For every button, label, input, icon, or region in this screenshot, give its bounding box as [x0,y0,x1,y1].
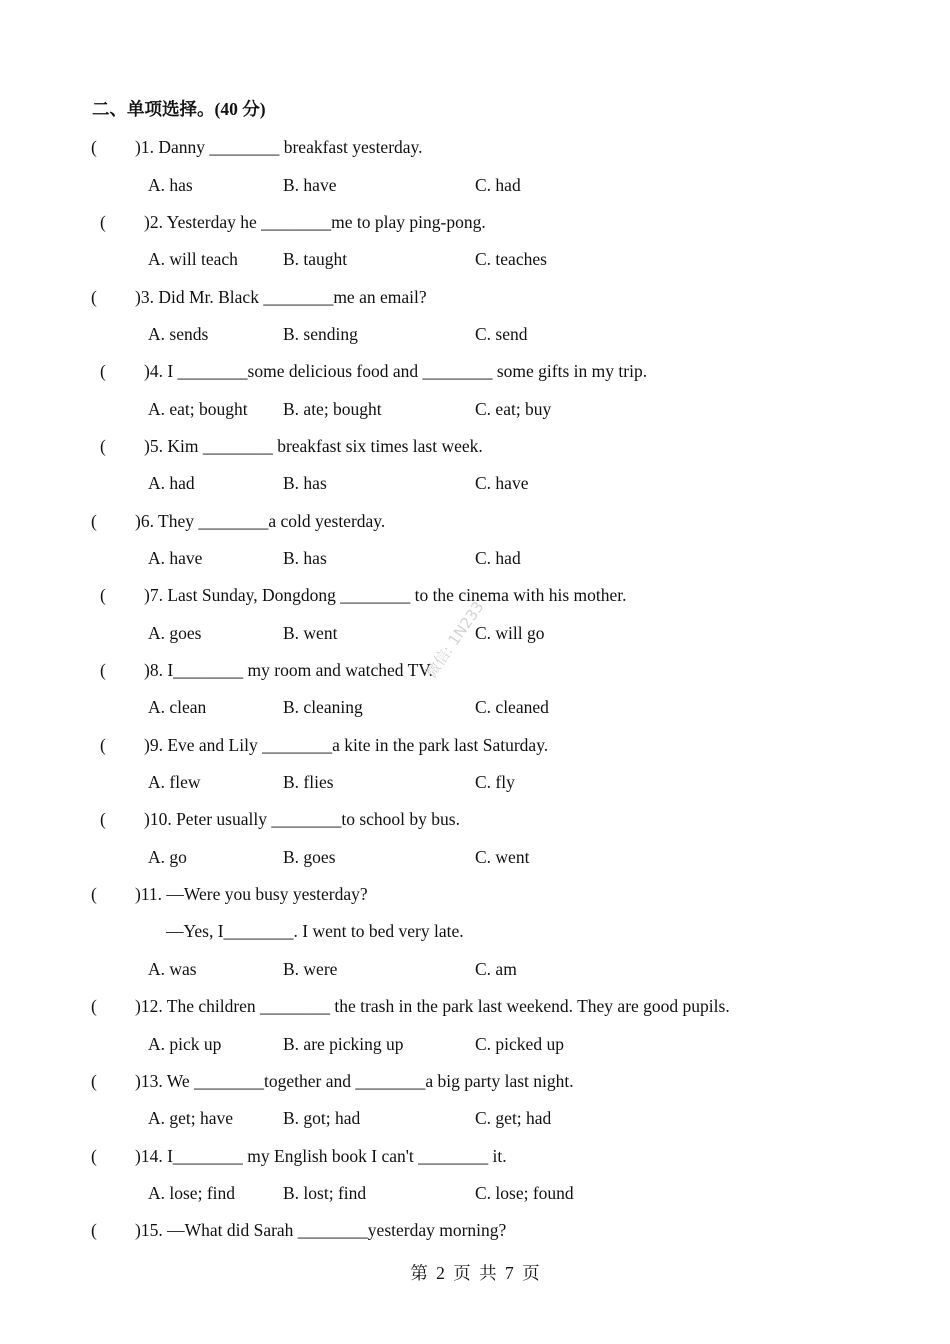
answer-paren: ( [100,212,106,232]
option-b: B. has [283,548,327,568]
question-text: )14. I________ my English book I can't ________ it. [135,1146,507,1166]
question-text: )3. Did Mr. Black ________me an email? [135,287,427,307]
option-c: C. send [475,324,528,344]
answer-paren: ( [91,287,97,307]
page-footer: 第 2 页 共 7 页 [410,1263,540,1283]
option-b: B. went [283,623,338,643]
option-a: A. was [148,959,197,979]
answer-paren: ( [100,436,106,456]
option-c: C. get; had [475,1108,552,1128]
option-a: A. lose; find [148,1183,236,1203]
option-a: A. sends [148,324,209,344]
question-text: )9. Eve and Lily ________a kite in the park last Saturday. [144,735,549,755]
option-b: B. lost; find [283,1183,367,1203]
option-b: B. goes [283,847,336,867]
option-c: C. am [475,959,517,979]
option-c: C. had [475,548,521,568]
option-b: B. has [283,473,327,493]
option-a: A. goes [148,623,202,643]
question-text: )10. Peter usually ________to school by bus. [144,809,460,829]
option-a: A. has [148,175,193,195]
question-text: )12. The children ________ the trash in the park last weekend. They are good pupils. [135,996,730,1016]
option-c: C. went [475,847,530,867]
option-a: A. go [148,847,187,867]
option-a: A. eat; bought [148,399,248,419]
answer-paren: ( [91,1220,97,1240]
option-c: C. picked up [475,1034,564,1054]
answer-paren: ( [100,735,106,755]
question-dialogue-line: —Yes, I________. I went to bed very late. [166,921,464,941]
option-c: C. have [475,473,529,493]
option-c: C. cleaned [475,697,549,717]
option-c: C. had [475,175,521,195]
answer-paren: ( [91,511,97,531]
option-a: A. pick up [148,1034,222,1054]
watermark: 微信: 1N233 [421,598,488,682]
option-c: C. fly [475,772,515,792]
question-text: )1. Danny ________ breakfast yesterday. [135,137,423,157]
question-text: )5. Kim ________ breakfast six times last week. [144,436,483,456]
answer-paren: ( [91,884,97,904]
question-text: )4. I ________some delicious food and ________ some gifts in my trip. [144,361,648,381]
option-b: B. got; had [283,1108,361,1128]
option-a: A. had [148,473,195,493]
option-c: C. lose; found [475,1183,574,1203]
question-text: )13. We ________together and ________a big party last night. [135,1071,574,1091]
section-title: 二、单项选择。(40 分) [92,99,266,119]
question-text: )11. —Were you busy yesterday? [135,884,368,904]
question-text: )6. They ________a cold yesterday. [135,511,386,531]
answer-paren: ( [100,585,106,605]
option-a: A. get; have [148,1108,234,1128]
option-b: B. sending [283,324,358,344]
answer-paren: ( [100,361,106,381]
option-b: B. have [283,175,337,195]
option-b: B. cleaning [283,697,363,717]
option-b: B. taught [283,249,348,269]
question-text: )15. —What did Sarah ________yesterday morning? [135,1220,507,1240]
option-a: A. have [148,548,203,568]
option-b: B. were [283,959,338,979]
question-text: )8. I________ my room and watched TV. [144,660,434,680]
option-a: A. clean [148,697,207,717]
answer-paren: ( [100,660,106,680]
option-b: B. flies [283,772,334,792]
answer-paren: ( [91,1146,97,1166]
answer-paren: ( [100,809,106,829]
option-a: A. flew [148,772,201,792]
option-c: C. eat; buy [475,399,552,419]
question-text: )7. Last Sunday, Dongdong ________ to the cinema with his mother. [144,585,627,605]
option-a: A. will teach [148,249,238,269]
question-text: )2. Yesterday he ________me to play ping-pong. [144,212,486,232]
answer-paren: ( [91,996,97,1016]
option-c: C. teaches [475,249,547,269]
option-b: B. are picking up [283,1034,404,1054]
option-c: C. will go [475,623,545,643]
answer-paren: ( [91,1071,97,1091]
option-b: B. ate; bought [283,399,382,419]
answer-paren: ( [91,137,97,157]
